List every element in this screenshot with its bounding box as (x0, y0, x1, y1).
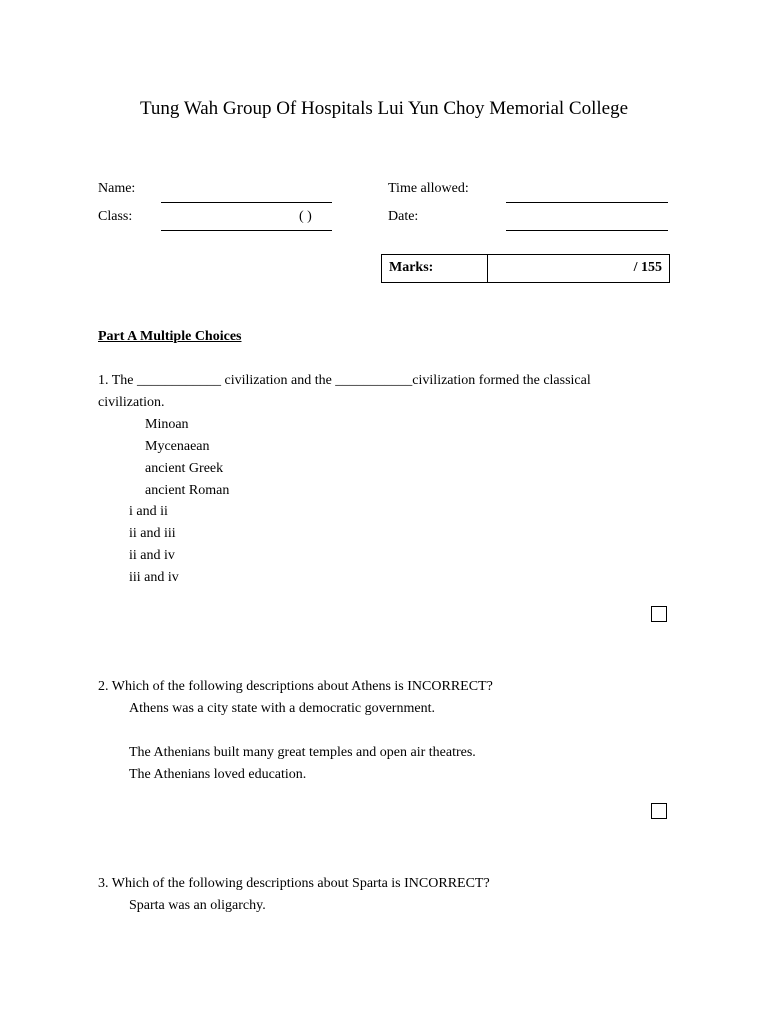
question-1-option[interactable]: ii and iii (129, 526, 176, 541)
class-number-paren: ( ) (299, 209, 312, 224)
question-2-option[interactable]: The Athenians loved education. (129, 767, 307, 782)
question-1-item: ancient Roman (145, 483, 230, 498)
question-2-text: 2. Which of the following descriptions about Athens is INCORRECT? (98, 679, 493, 694)
class-label: Class: (98, 209, 133, 224)
name-label: Name: (98, 181, 136, 196)
question-1-option[interactable]: iii and iv (129, 570, 179, 585)
question-1-text: 1. The ____________ civilization and the ___________civilization formed the classical (98, 373, 591, 388)
marks-box (381, 254, 670, 283)
question-2-option[interactable]: The Athenians built many great temples and open air theatres. (129, 745, 476, 760)
question-1-answer-box[interactable] (651, 606, 667, 622)
class-field[interactable] (161, 230, 332, 231)
question-2-option[interactable]: Athens was a city state with a democratic government. (129, 701, 435, 716)
part-a-heading: Part A Multiple Choices (98, 329, 242, 344)
question-1-item: ancient Greek (145, 461, 224, 476)
question-1-item: Mycenaean (145, 439, 210, 454)
marks-total[interactable]: / 155 (633, 260, 662, 275)
page-title: Tung Wah Group Of Hospitals Lui Yun Choy Memorial College (139, 98, 629, 119)
date-label: Date: (388, 209, 419, 224)
time-allowed-label: Time allowed: (388, 181, 469, 196)
question-3-option[interactable]: Sparta was an oligarchy. (129, 898, 266, 913)
question-1-option[interactable]: i and ii (129, 504, 168, 519)
question-1-item: Minoan (145, 417, 189, 432)
time-allowed-field[interactable] (506, 202, 668, 203)
question-1-text-cont: civilization. (98, 395, 165, 410)
name-field[interactable] (161, 202, 332, 203)
question-3-text: 3. Which of the following descriptions about Sparta is INCORRECT? (98, 876, 490, 891)
date-field[interactable] (506, 230, 668, 231)
marks-label: Marks: (382, 255, 488, 282)
question-1-option[interactable]: ii and iv (129, 548, 175, 563)
question-2-answer-box[interactable] (651, 803, 667, 819)
